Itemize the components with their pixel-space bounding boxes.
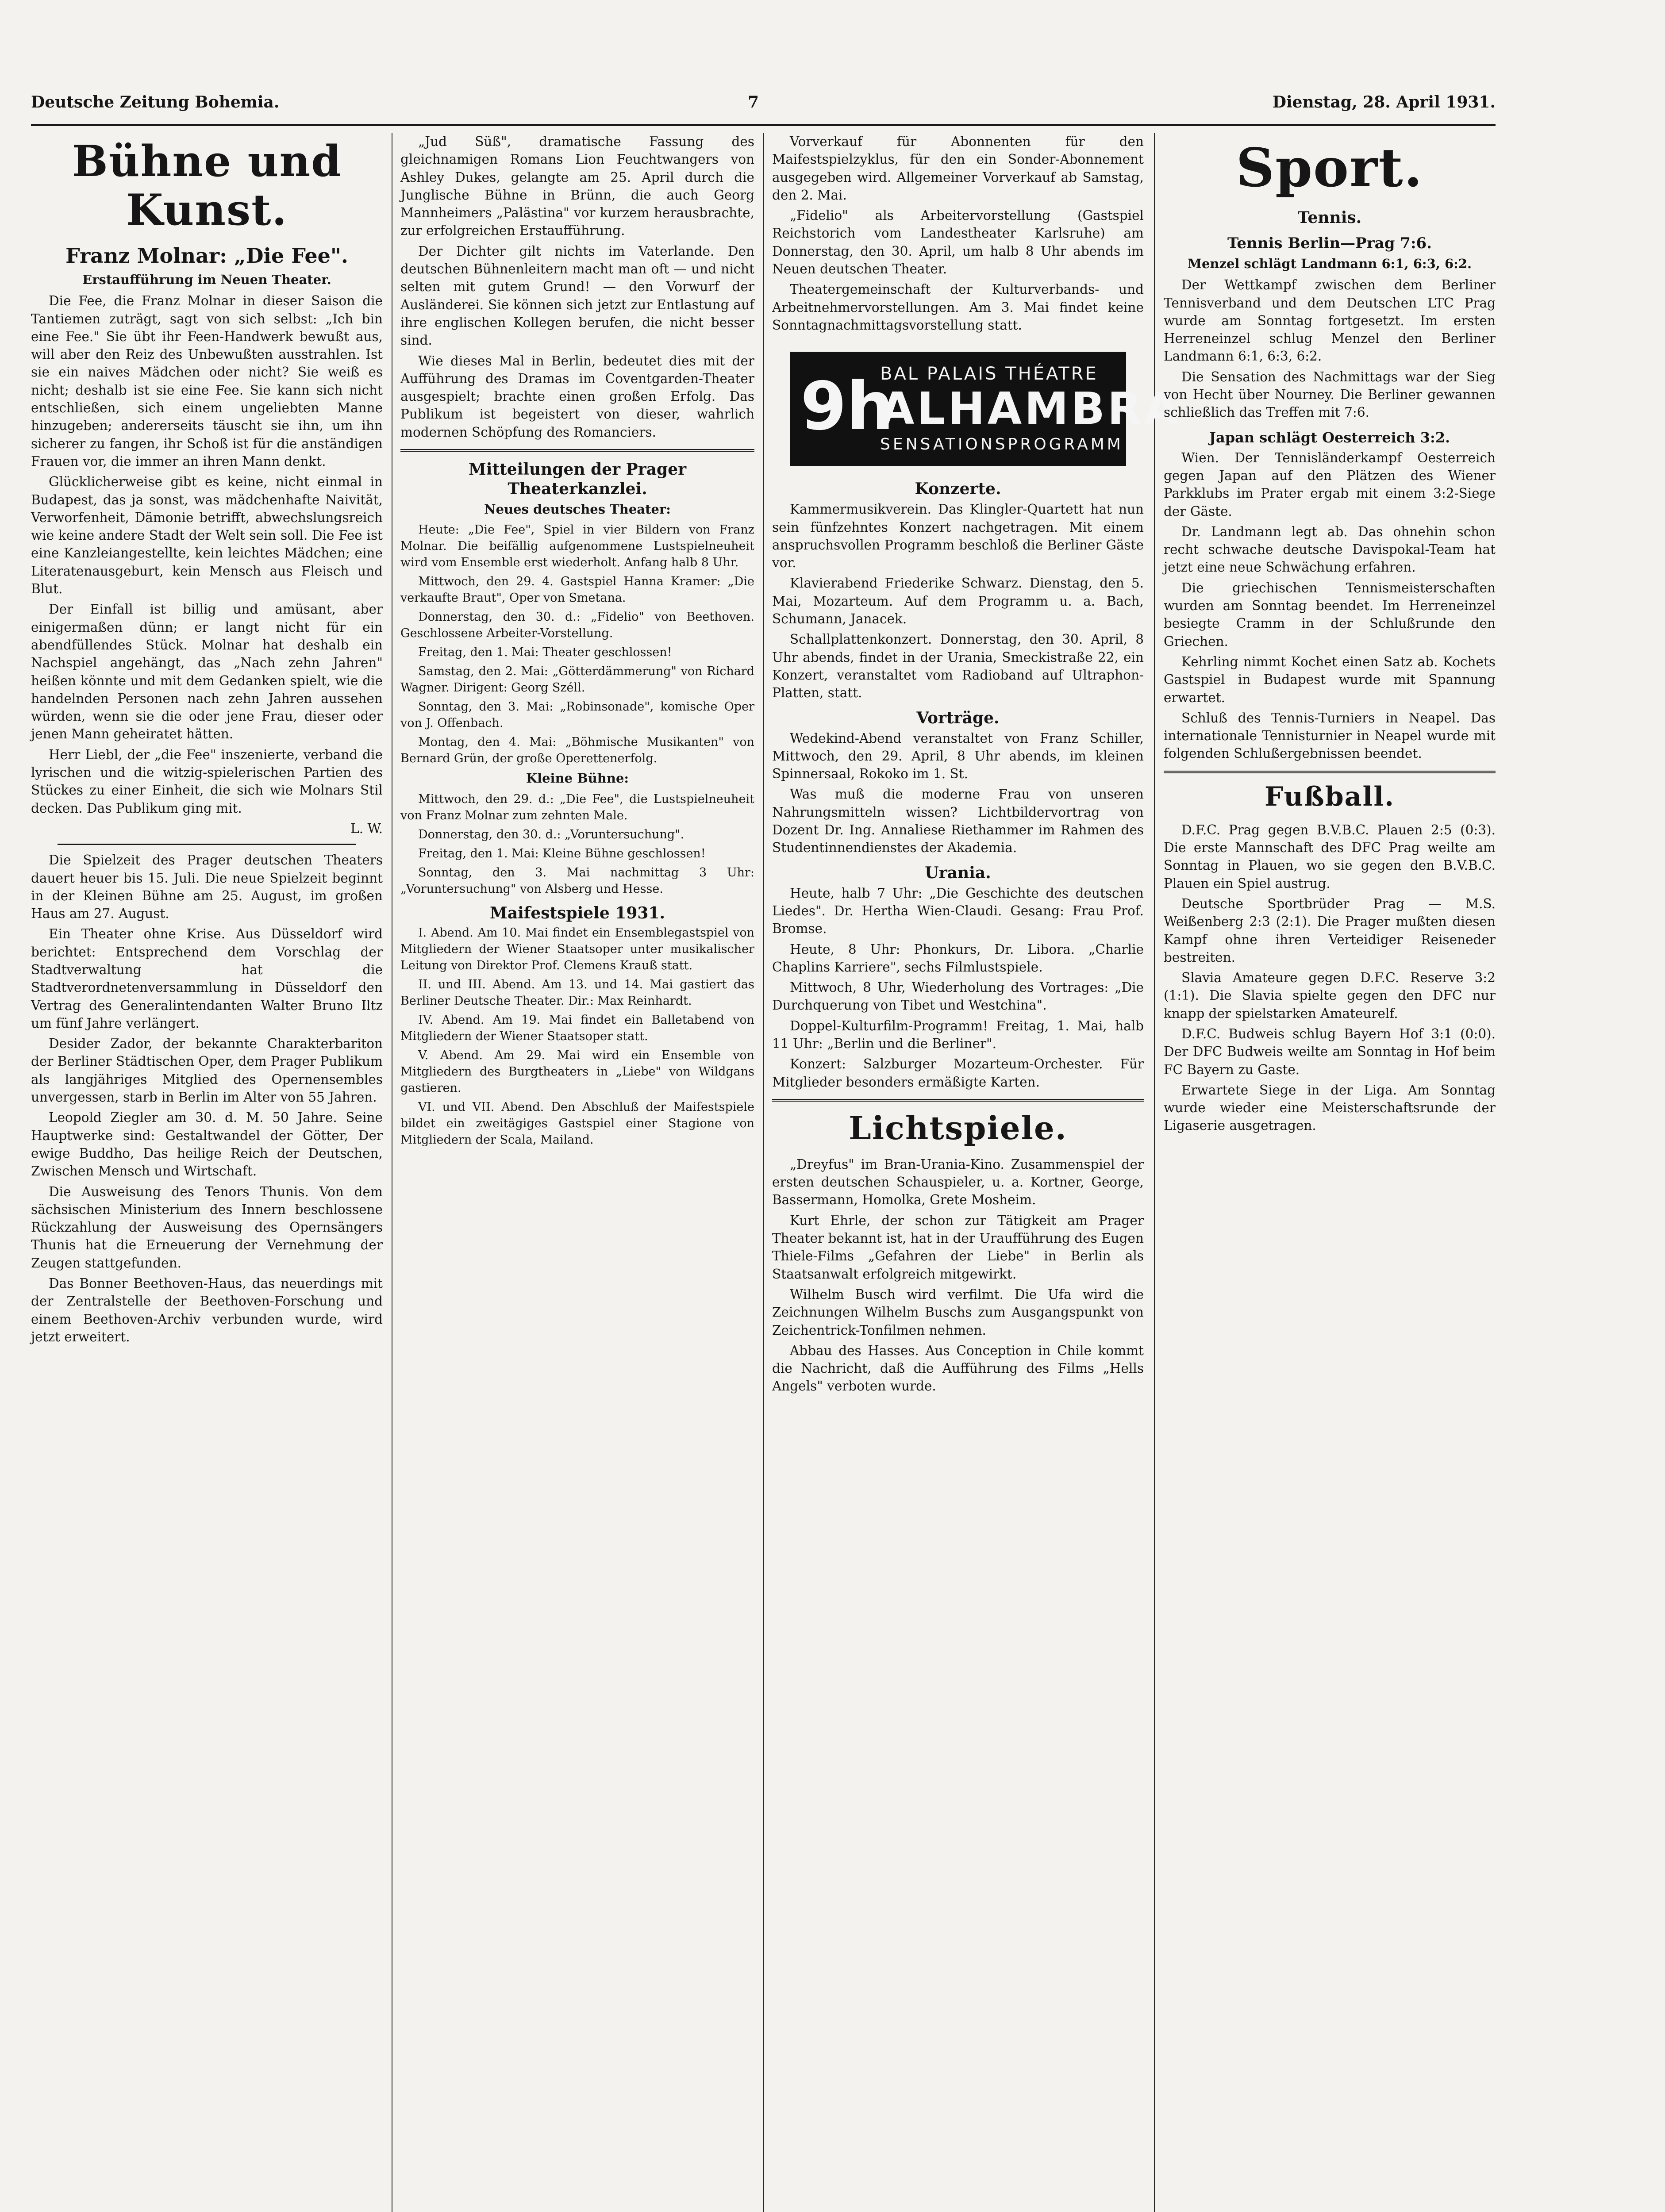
small-stage-item: Donnerstag, den 30. d.: „Voruntersuchung".: [418, 827, 684, 841]
notices-title: Mitteilungen der Prager Theaterkanzlei.: [468, 460, 687, 499]
tennis-item: Schluß des Tennis-Turniers in Neapel. Das internationale Tennisturnier in Neapel wurde mit folgenden Schlußergebnissen beendet.: [1164, 710, 1496, 761]
news-item: Vorverkauf für Abonnenten für den Maifestspielzyklus, für den ein Sonder-Abonnement ausgegeben wird. Allgemeiner Vorverkauf ab Samstag, den 2. Mai.: [772, 134, 1144, 203]
urania-title: Urania.: [925, 863, 991, 882]
column-divider: [1154, 133, 1155, 2212]
tennis-headline: Tennis Berlin—Prag 7:6.: [1227, 234, 1432, 252]
author-signature: L. W.: [350, 821, 383, 836]
ad-logo: 9h: [800, 368, 894, 445]
concert-item: Schallplattenkonzert. Donnerstag, den 30. April, 8 Uhr abends, findet in der Urania, Smeckistraße 22, ein Konzert, veranstaltet vom Radioband auf Ultraphon-Platten, statt.: [772, 632, 1144, 701]
tennis-subheadline: Menzel schlägt Landmann 6:1, 6:3, 6:2.: [1187, 256, 1472, 271]
festival-title: Maifestspiele 1931.: [490, 903, 665, 922]
urania-item: Heute, 8 Uhr: Phonkurs, Dr. Libora. „Charlie Chaplins Karriere", sechs Filmlustspiele.: [772, 941, 1144, 975]
urania-item: Konzert: Salzburger Mozarteum-Orchester. Für Mitglieder besonders ermäßigte Karten.: [772, 1056, 1144, 1090]
tennis-item: Der Wettkampf zwischen dem Berliner Tennisverband und dem Deutschen LTC Prag wurde am Sonntag fortgesetzt. Im ersten Herreneinzel schlug Menzel den Berliner Landmann 6:1, 6:3, 6:2.: [1164, 277, 1496, 364]
article-paragraph: Herr Liebl, der „die Fee" inszenierte, verband die lyrischen und die witzig-spielerischen Partien des Stückes zu einer Einheit, die sich wie Molnars Stil decken. Das Publikum ging mit.: [31, 747, 383, 816]
section-title-buehne: Bühne und Kunst.: [72, 136, 342, 235]
football-item: D.F.C. Budweis schlug Bayern Hof 3:1 (0:0). Der DFC Budweis weilte am Sonntag in Hof beim FC Bayern zu Gaste.: [1164, 1026, 1496, 1077]
tennis-title: Tennis.: [1297, 208, 1362, 227]
separator: [58, 844, 356, 845]
notice-item: Freitag, den 1. Mai: Theater geschlossen!: [418, 645, 672, 660]
urania-item: Mittwoch, 8 Uhr, Wiederholung des Vortrages: „Die Durchquerung von Tibet und Westchina".: [772, 980, 1144, 1013]
festival-item: VI. und VII. Abend. Den Abschluß der Maifestspiele bildet ein zweitägiges Gastspiel einer Stagione von Mitgliedern der Scala, Mailand.: [400, 1100, 754, 1147]
column-4: [1164, 133, 1496, 2212]
lecture-item: Wedekind-Abend veranstaltet von Franz Schiller, Mittwoch, den 29. April, 8 Uhr abends, im kleinen Spinnersaal, Rokoko im 1. St.: [772, 730, 1144, 782]
article-subtitle: Erstaufführung im Neuen Theater.: [82, 272, 331, 287]
tennis-item: Dr. Landmann legt ab. Das ohnehin schon recht schwache deutsche Davispokal-Team hat jetzt eine neue Schwächung erfahren.: [1164, 524, 1496, 575]
cinema-item: Kurt Ehrle, der schon zur Tätigkeit am Prager Theater bekannt ist, hat in der Uraufführung des Eugen Thiele-Films „Gefahren der Liebe" in Berlin als Staatsanwalt erfolgreich mitgewirkt.: [772, 1213, 1144, 1282]
issue-date: Dienstag, 28. April 1931.: [1272, 93, 1496, 111]
notice-item: Mittwoch, den 29. 4. Gastspiel Hanna Kramer: „Die verkaufte Braut", Oper von Smetana.: [400, 575, 754, 605]
newspaper-name: Deutsche Zeitung Bohemia.: [31, 93, 280, 111]
football-item: D.F.C. Prag gegen B.V.B.C. Plauen 2:5 (0:3). Die erste Mannschaft des DFC Prag weilte am Sonntag in Plauen, wo sie gegen den B.V.B.C. Plauen ein Spiel austrug.: [1164, 822, 1496, 891]
ad-top-line: BAL PALAIS THÉATRE: [880, 364, 1098, 384]
article-paragraph: Glücklicherweise gibt es keine, nicht einmal in Budapest, das ja sonst, was mädchenhafte Naivität, Verworfenheit, Dämonie betrifft, abwechslungsreich wie keine andere Stadt der Welt sein soll. Die Fee ist eine Kanzleiangestellte, kein leichtes Mädchen; eine Literatenausgeburt, kein Mensch aus Fleisch und Blut.: [31, 474, 383, 597]
news-item: „Fidelio" als Arbeitervorstellung (Gastspiel Reichstorich vom Landestheater Karlsruhe) am Donnerstag, den 30. April, um halb 8 Uhr abends im Neuen deutschen Theater.: [772, 208, 1144, 277]
separator: [400, 449, 754, 452]
cinema-item: „Dreyfus" im Bran-Urania-Kino. Zusammenspiel der ersten deutschen Schauspieler, u. a. Kortner, George, Bassermann, Homolka, Grete Mosheim.: [772, 1156, 1144, 1208]
concert-item: Kammermusikverein. Das Klingler-Quartett hat nun sein fünfzehntes Konzert nachgetragen. Mit einem anspruchsvollen Programm beschloß die Berliner Gäste vor.: [772, 502, 1144, 571]
page-header: [31, 84, 1496, 126]
separator: [772, 1099, 1144, 1102]
news-item: Ein Theater ohne Krise. Aus Düsseldorf wird berichtet: Entsprechend dem Vorschlag der Stadtverwaltung hat die Stadtverordnetenversammlung in Düsseldorf den Vertrag des Generalintendanten Walter Bruno Iltz um fünf Jahre verlängert.: [31, 926, 383, 1031]
football-item: Erwartete Siege in der Liga. Am Sonntag wurde wieder eine Meisterschaftsrunde der Ligaserie ausgetragen.: [1164, 1082, 1496, 1133]
japan-headline: Japan schlägt Oesterreich 3:2.: [1209, 429, 1450, 446]
football-item: Deutsche Sportbrüder Prag — M.S. Weißenberg 2:3 (2:1). Die Prager mußten diesen Kampf ohne ihren Verteidiger Reiseneder bestreiten.: [1164, 896, 1496, 965]
festival-item: I. Abend. Am 10. Mai findet ein Ensemblegastspiel von Mitgliedern der Wiener Staatsoper unter musikalischer Leitung von Direktor Prof. Clemens Krauß statt.: [400, 926, 754, 972]
alhambra-advertisement: [790, 352, 1181, 466]
column-1: [31, 133, 383, 2212]
notice-item: Montag, den 4. Mai: „Böhmische Musikanten" von Bernard Grün, der große Operettenerfolg.: [400, 735, 754, 766]
lectures-title: Vorträge.: [916, 708, 1000, 727]
article-title: Franz Molnar: „Die Fee".: [65, 244, 348, 268]
urania-item: Doppel-Kulturfilm-Programm! Freitag, 1. Mai, halb 11 Uhr: „Berlin und die Berliner".: [772, 1018, 1144, 1051]
news-item: Wie dieses Mal in Berlin, bedeutet dies mit der Aufführung des Dramas im Coventgarden-Theater ausgespielt; brachte einen großen Erfolg. Das Publikum ist begeistert von dieser, wahrlich modernen Schöpfung des Romanciers.: [400, 353, 754, 440]
tennis-item: Die griechischen Tennismeisterschaften wurden am Sonntag beendet. Im Herreneinzel besiegte Cramm in der Schlußrunde den Griechen.: [1164, 580, 1496, 649]
cinema-item: Abbau des Hasses. Aus Conception in Chile kommt die Nachricht, daß die Aufführung des Films „Hells Angels" verboten wurde.: [772, 1343, 1144, 1394]
festival-item: II. und III. Abend. Am 13. und 14. Mai gastiert das Berliner Deutsche Theater. Dir.: Max Reinhardt.: [400, 977, 754, 1008]
cinema-title: Lichtspiele.: [849, 1109, 1067, 1147]
tennis-item: Wien. Der Tennisländerkampf Oesterreich gegen Japan auf den Plätzen des Wiener Parkklubs im Prater ergab mit einem 3:2-Siege der Gäste.: [1164, 450, 1496, 519]
section-title-sport: Sport.: [1236, 137, 1423, 199]
ad-bottom-line: SENSATIONSPROGRAMM: [880, 435, 1123, 454]
column-2: [400, 133, 754, 2212]
article-paragraph: Der Einfall ist billig und amüsant, aber einigermaßen dünn; er langt nicht für ein abendfüllendes Stück. Molnar hat deshalb ein Nachspiel angehängt, das „Nach zehn Jahren" heißen könnte und mit dem Gedanken spielt, wie die handelnden Personen nach zehn Jahren aussehen würden, wenn sie die oder jene Frau, dieser oder jenen Mann geheiratet hätten.: [31, 602, 383, 742]
small-stage-item: Mittwoch, den 29. d.: „Die Fee", die Lustspielneuheit von Franz Molnar zum zehnten Male.: [400, 792, 754, 822]
news-item: „Jud Süß", dramatische Fassung des gleichnamigen Romans Lion Feuchtwangers von Ashley Dukes, gelangte am 25. April durch die Junglische Bühne in Brünn, die auch Georg Mannheimers „Palästina" vor kurzem herausbrachte, zur erfolgreichen Erstaufführung.: [400, 134, 754, 238]
small-stage-item: Freitag, den 1. Mai: Kleine Bühne geschlossen!: [418, 846, 706, 860]
news-item: Leopold Ziegler am 30. d. M. 50 Jahre. Seine Hauptwerke sind: Gestaltwandel der Götter, Der ewige Buddho, Das heilige Reich der Deutschen, Zwischen Mensch und Wirtschaft.: [31, 1110, 383, 1179]
festival-item: IV. Abend. Am 19. Mai findet ein Balletabend von Mitgliedern der Wiener Staatsoper statt.: [400, 1013, 754, 1043]
urania-item: Heute, halb 7 Uhr: „Die Geschichte des deutschen Liedes". Dr. Hertha Wien-Claudi. Gesang: Frau Prof. Bromse.: [772, 885, 1144, 937]
notice-item: Samstag, den 2. Mai: „Götterdämmerung" von Richard Wagner. Dirigent: Georg Széll.: [400, 664, 754, 695]
news-item: Die Spielzeit des Prager deutschen Theaters dauert heuer bis 15. Juli. Die neue Spielzeit beginnt in der Kleinen Bühne am 25. August, im großen Haus am 27. August.: [31, 853, 383, 922]
notice-item: Heute: „Die Fee", Spiel in vier Bildern von Franz Molnar. Die beifällig aufgenommene Lustspielneuheit wird vom Ensemble erst wiederholt. Anfang halb 8 Uhr.: [400, 523, 754, 570]
separator: [1164, 771, 1496, 773]
notice-item: Donnerstag, den 30. d.: „Fidelio" von Beethoven. Geschlossene Arbeiter-Vorstellung.: [400, 610, 754, 641]
column-3: [772, 133, 1181, 2212]
tennis-item: Kehrling nimmt Kochet einen Satz ab. Kochets Gastspiel in Budapest wurde mit Spannung erwartet.: [1164, 654, 1496, 705]
concert-item: Klavierabend Friederike Schwarz. Dienstag, den 5. Mai, Mozarteum. Auf dem Programm u. a. Bach, Schumann, Janacek.: [772, 576, 1144, 627]
newspaper-page: [31, 84, 1496, 2212]
tennis-item: Die Sensation des Nachmittags war der Sieg von Hecht über Nourney. Die Berliner gewannen schließlich das Treffen mit 7:6.: [1164, 369, 1496, 420]
football-item: Slavia Amateure gegen D.F.C. Reserve 3:2 (1:1). Die Slavia spielte gegen den DFC nur knapp der spielstarken Amateurelf.: [1164, 970, 1496, 1021]
small-stage-item: Sonntag, den 3. Mai nachmittag 3 Uhr: „Voruntersuchung" von Alsberg und Hesse.: [400, 865, 754, 896]
news-item: Der Dichter gilt nichts im Vaterlande. Den deutschen Bühnenleitern macht man oft — und nicht selten mit gutem Grund! — den Vorwurf der Ausländerei. Sie können sich jetzt zur Entlastung auf ihre englischen Kollegen berufen, die nicht besser sind.: [400, 243, 754, 348]
notice-item: Sonntag, den 3. Mai: „Robinsonade", komische Oper von J. Offenbach.: [400, 700, 754, 730]
news-item: Die Ausweisung des Tenors Thunis. Von dem sächsischen Ministerium des Innern beschlossene Rückzahlung der Ausweisung des Opernsängers Thunis hat die Erneuerung der Vernehmung der Zeugen stattgefunden.: [31, 1184, 383, 1271]
small-stage-title: Kleine Bühne:: [526, 771, 629, 786]
page-number: 7: [748, 93, 759, 111]
news-item: Theatergemeinschaft der Kulturverbands- und Arbeitnehmervorstellungen. Am 3. Mai findet keine Sonntagnachmittagsvorstellung statt.: [772, 282, 1144, 333]
lecture-item: Was muß die moderne Frau von unseren Nahrungsmitteln wissen? Lichtbildervortrag von Dozent Dr. Ing. Annaliese Riethammer im Rahmen des Studentinnendienstes der Akademia.: [772, 787, 1144, 856]
column-divider: [763, 133, 764, 2212]
ad-headline: ALHAMBRA: [880, 383, 1181, 435]
football-title: Fußball.: [1264, 781, 1395, 812]
festival-item: V. Abend. Am 29. Mai wird ein Ensemble von Mitgliedern des Burgtheaters in „Liebe" von Wildgans gastieren.: [400, 1048, 754, 1095]
concerts-title: Konzerte.: [915, 480, 1001, 499]
news-item: Das Bonner Beethoven-Haus, das neuerdings mit der Zentralstelle der Beethoven-Forschung und einem Beethoven-Archiv verbunden wurde, wird jetzt erweitert.: [31, 1276, 383, 1344]
news-item: Desider Zador, der bekannte Charakterbariton der Berliner Städtischen Oper, dem Prager Publikum als langjähriges Mitglied des Opernensembles unvergessen, starb in Berlin im Alter von 55 Jahren.: [31, 1036, 383, 1105]
article-paragraph: Die Fee, die Franz Molnar in dieser Saison die Tantiemen zuträgt, sagt von sich selbst: „Ich bin eine Fee." Sie übt ihr Feen-Handwerk bewußt aus, will aber den Reiz des Unbewußten ausstrahlen. Ist sie ein naives Mädchen oder nicht? Sie weiß es nicht; deshalb ist sie eine Fee. Sie kann sich nicht entschließen, sich einem ungeliebten Manne hinzugeben; andererseits täuscht sie ihn, um ihn sicherer zu fangen, ihr Schoß ist für die anständigen Frauen vor, die immer an ihren Mann denkt.: [31, 293, 383, 469]
cinema-item: Wilhelm Busch wird verfilmt. Die Ufa wird die Zeichnungen Wilhelm Buschs zum Ausgangspunkt von Zeichentrick-Tonfilmen nehmen.: [772, 1286, 1144, 1338]
notices-subtitle: Neues deutsches Theater:: [484, 502, 671, 517]
